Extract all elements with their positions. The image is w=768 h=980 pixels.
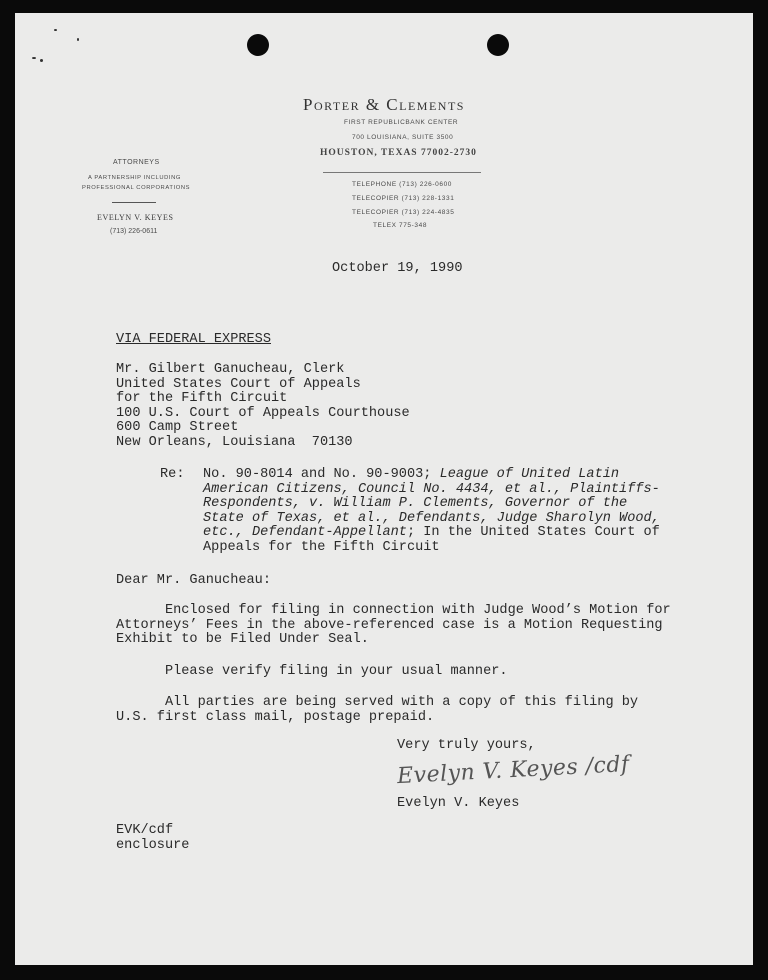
closing: Very truly yours,	[397, 738, 536, 753]
contact-telecopier-2: TELECOPIER (713) 224-4835	[352, 209, 455, 216]
speck	[40, 59, 43, 62]
speck	[77, 38, 79, 41]
initials: EVK/cdf	[116, 823, 174, 838]
re-italic: etc., Defendant-Appellant	[203, 525, 407, 540]
recipient-line: 600 Camp Street	[116, 420, 239, 435]
salutation: Dear Mr. Ganucheau:	[116, 573, 271, 588]
re-block	[203, 468, 660, 555]
paragraph-2	[116, 665, 508, 680]
signer-name: Evelyn V. Keyes	[397, 796, 520, 811]
recipient-line: United States Court of Appeals	[116, 376, 361, 392]
re-plain: No. 90-8014 and No. 90-9003;	[203, 467, 440, 482]
punch-hole-right	[487, 34, 509, 56]
re-plain: ; In the United States Court of	[406, 525, 660, 540]
sidebar-line-2: PROFESSIONAL CORPORATIONS	[82, 185, 191, 191]
re-line	[203, 468, 660, 483]
paragraph-3	[116, 696, 638, 725]
contact-telecopier-1: TELECOPIER (713) 228-1331	[352, 195, 455, 202]
letter-page	[15, 13, 753, 965]
paragraph-line: Please verify filing in your usual manner.	[116, 664, 508, 679]
contact-telex: TELEX 775-348	[373, 222, 428, 229]
sidebar-line-1: A PARTNERSHIP INCLUDING	[88, 175, 182, 181]
paragraph-line: Exhibit to be Filed Under Seal.	[116, 632, 369, 647]
handwritten-signature: Evelyn V. Keyes /cdf	[396, 751, 631, 790]
paragraph-line: All parties are being served with a copy of this filing by	[116, 695, 639, 710]
re-label: Re:	[160, 467, 185, 482]
re-italic: League of United Latin	[439, 467, 620, 482]
enclosure-note: enclosure	[116, 837, 190, 853]
recipient-line: 100 U.S. Court of Appeals Courthouse	[116, 405, 410, 421]
punch-hole-left	[247, 34, 269, 56]
letterhead-divider	[323, 172, 481, 173]
firm-street: 700 LOUISIANA, SUITE 3500	[352, 134, 454, 141]
recipient-line: New Orleans, Louisiana 70130	[116, 434, 353, 450]
paragraph-line: U.S. first class mail, postage prepaid.	[116, 709, 435, 725]
firm-name: Porter & Clements	[303, 95, 465, 114]
recipient-address	[116, 363, 410, 450]
recipient-line: Mr. Gilbert Ganucheau, Clerk	[116, 362, 345, 377]
sidebar-title: ATTORNEYS	[113, 159, 160, 166]
sidebar-divider	[112, 202, 156, 203]
attorney-name: EVELYN V. KEYES	[97, 213, 174, 222]
re-line	[203, 526, 660, 541]
paragraph-line: Enclosed for filing in connection with Judge Wood’s Motion for	[116, 603, 671, 618]
speck	[54, 29, 57, 31]
recipient-line: for the Fifth Circuit	[116, 391, 288, 406]
reference-initials	[116, 824, 189, 853]
paragraph-line: Attorneys’ Fees in the above-referenced case is a Motion Requesting	[116, 617, 663, 633]
contact-telephone: TELEPHONE (713) 226-0600	[352, 181, 453, 188]
attorney-phone: (713) 226-0611	[110, 228, 158, 235]
delivery-method: VIA FEDERAL EXPRESS	[116, 332, 271, 347]
speck	[32, 57, 36, 59]
letter-date: October 19, 1990	[332, 261, 463, 276]
firm-building: FIRST REPUBLICBANK CENTER	[344, 119, 459, 126]
re-line: State of Texas, et al., Defendants, Judge Sharolyn Wood,	[203, 510, 660, 526]
paragraph-1	[116, 604, 671, 648]
re-line: Respondents, v. William P. Clements, Governor of the	[203, 496, 628, 511]
firm-city: HOUSTON, TEXAS 77002-2730	[320, 148, 477, 158]
re-line: American Citizens, Council No. 4434, et al., Plaintiffs-	[203, 481, 660, 497]
re-line: Appeals for the Fifth Circuit	[203, 539, 440, 555]
